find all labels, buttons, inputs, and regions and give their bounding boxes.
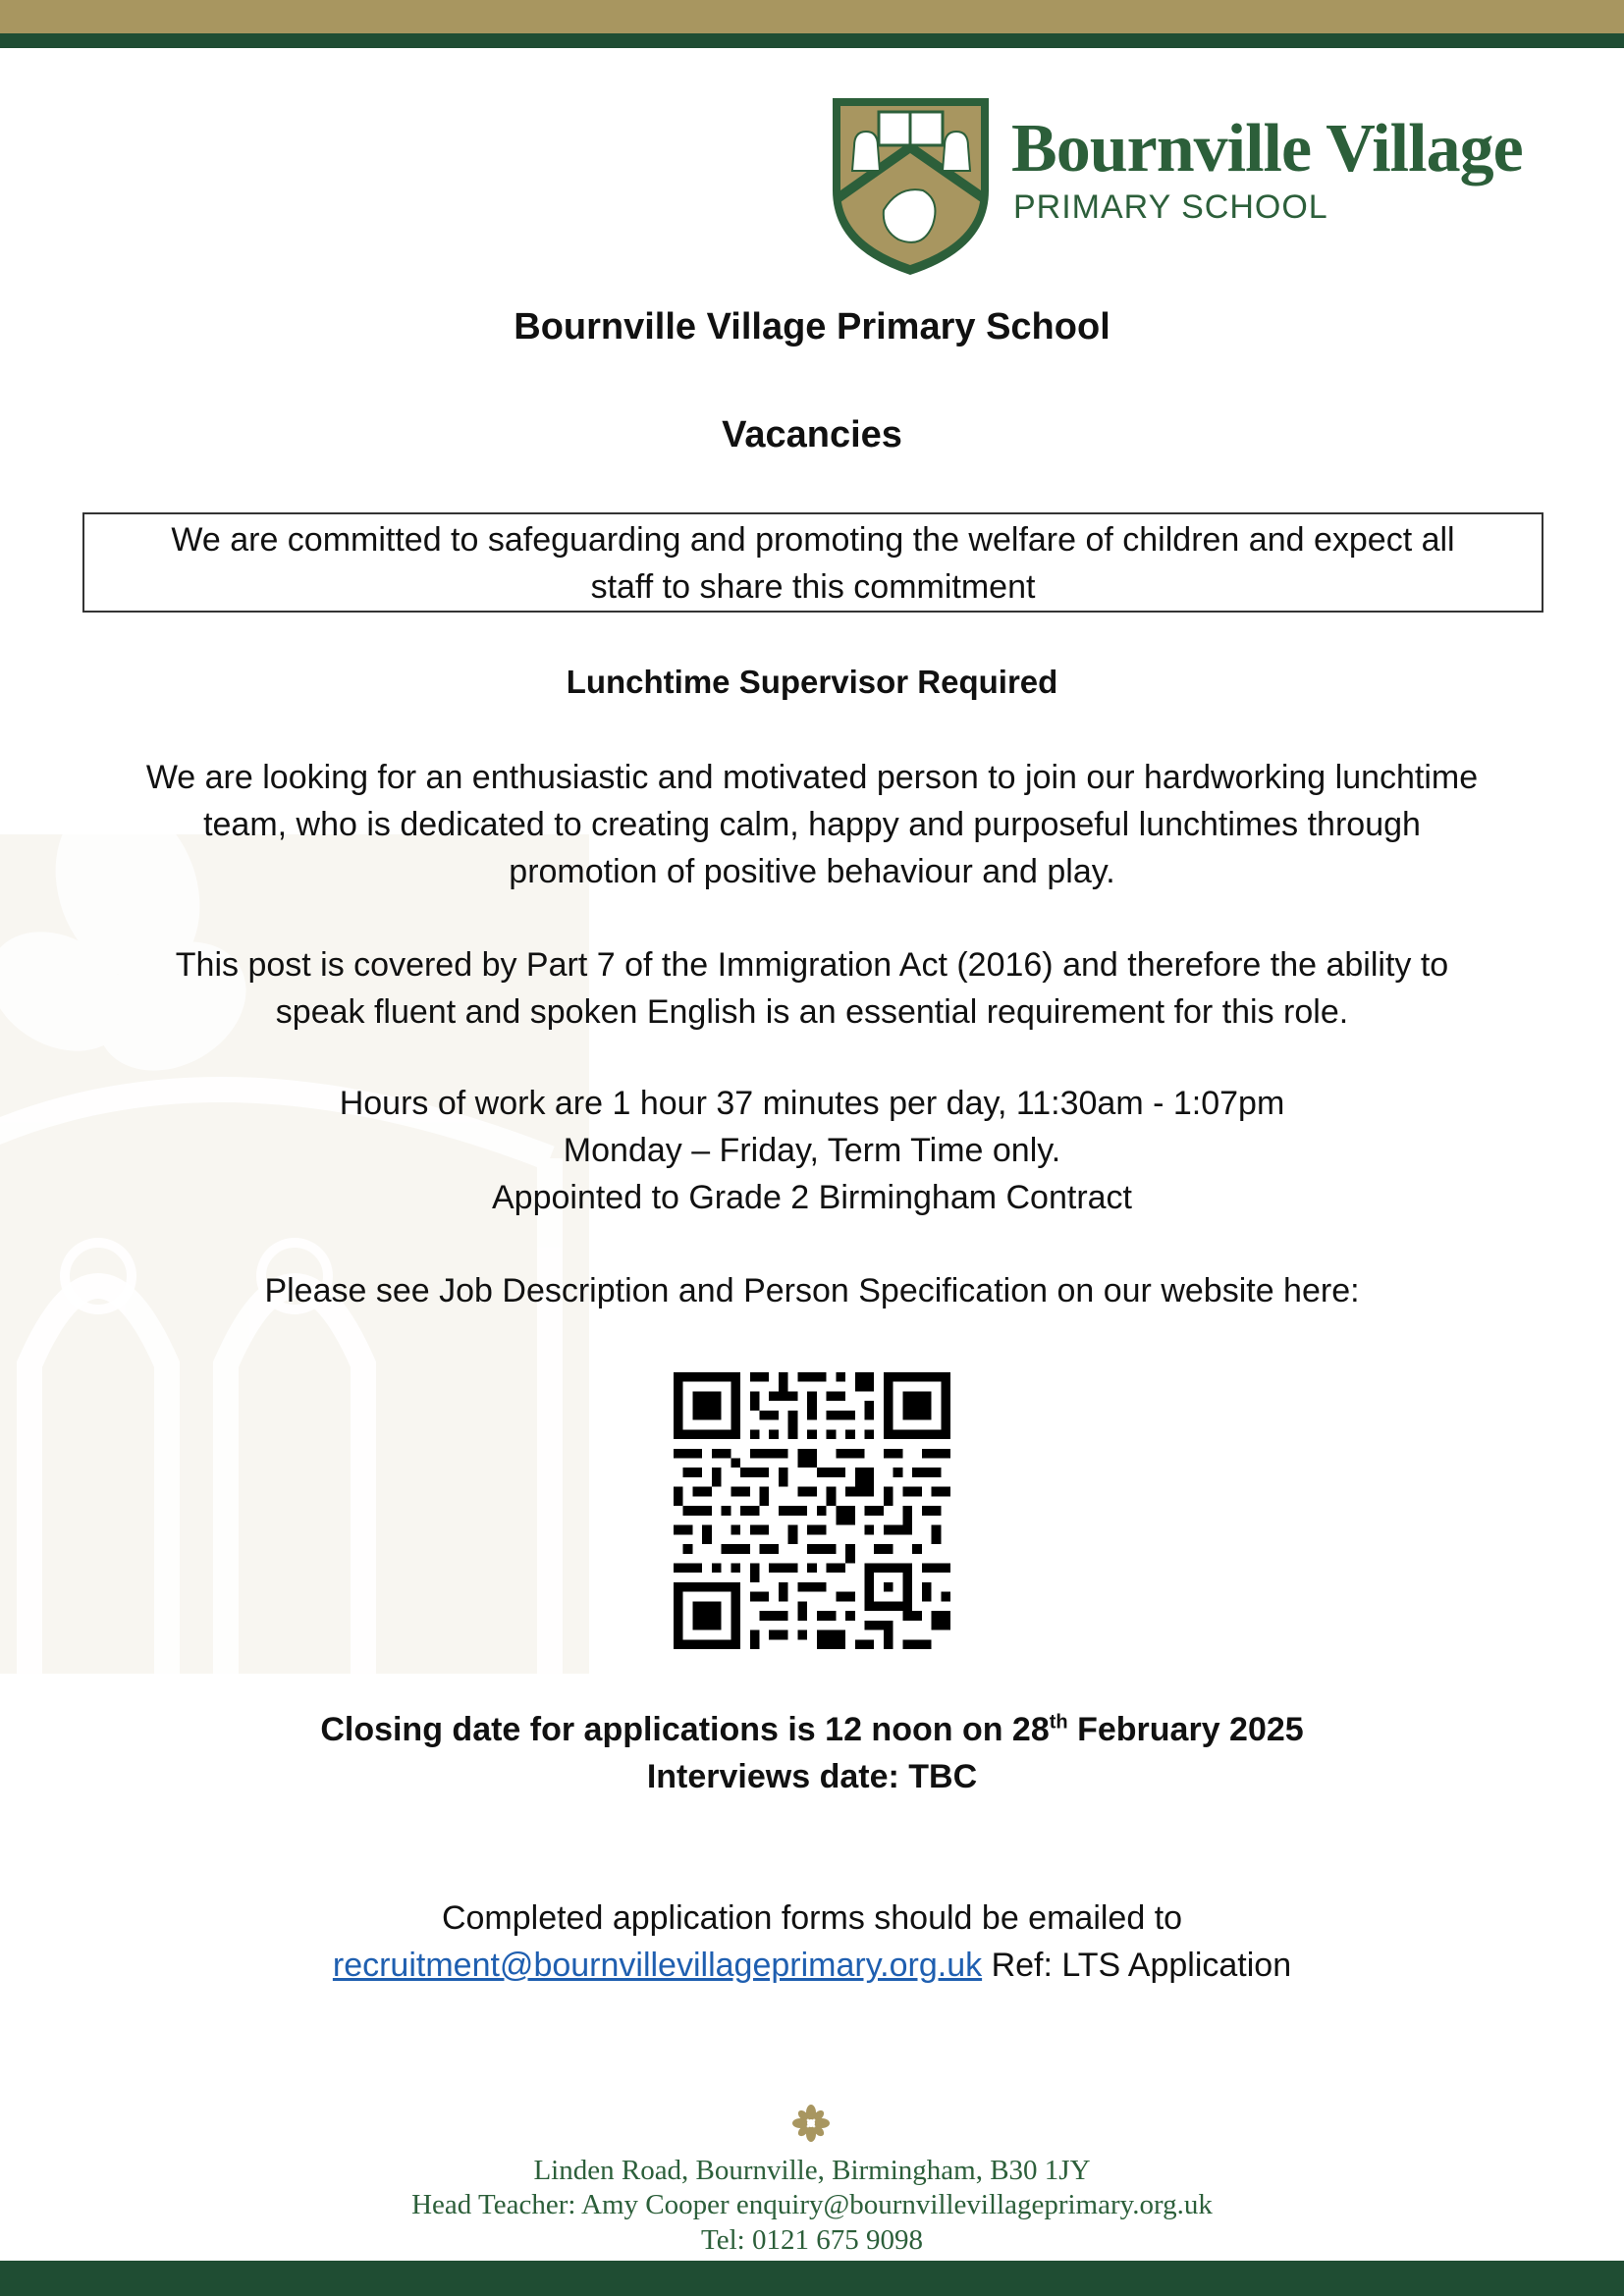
hours-paragraph [59,1080,1565,1221]
closing-date-ordinal: th [1049,1711,1068,1734]
intro-paragraph [59,754,1565,895]
application-instructions [59,1895,1565,1989]
footer-head-teacher: Head Teacher: Amy Cooper enquiry@bournvillevillageprimary.org.uk [411,2189,1213,2220]
footer-telephone: Tel: 0121 675 9098 [701,2224,923,2256]
role-title: Lunchtime Supervisor Required [566,664,1058,700]
page-title: Vacancies [722,414,902,455]
paragraph-line: We are looking for an enthusiastic and motivated person to join our hardworking lunchtime [145,759,1479,796]
qr-code[interactable] [674,1372,950,1649]
website-line: Please see Job Description and Person Specification on our website here: [264,1272,1360,1309]
flower-icon [791,2104,831,2143]
school-crest-icon [825,92,997,279]
school-title: Bournville Village Primary School [514,306,1110,347]
safeguarding-line: We are committed to safeguarding and promoting the welfare of children and expect all [171,521,1455,559]
paragraph-line: This post is covered by Part 7 of the Immigration Act (2016) and therefore the ability to [175,946,1449,984]
logo-wordmark: Bournville Village [1011,111,1523,187]
immigration-paragraph [59,941,1565,1036]
apply-email-line [59,1942,1565,1989]
safeguarding-statement-box [82,512,1543,613]
safeguarding-line: staff to share this commitment [590,568,1036,606]
bottom-green-band [0,2261,1624,2296]
closing-date-block [59,1706,1565,1800]
paragraph-line: promotion of positive behaviour and play. [509,853,1115,890]
paragraph-line: Appointed to Grade 2 Birmingham Contract [491,1179,1132,1216]
paragraph-line: Hours of work are 1 hour 37 minutes per day, 11:30am - 1:07pm [339,1085,1285,1122]
closing-date-suffix: February 2025 [1067,1711,1304,1748]
footer-address: Linden Road, Bournville, Birmingham, B30 1JY [533,2155,1091,2186]
apply-line: Completed application forms should be emailed to [441,1899,1183,1937]
logo-subtitle: PRIMARY SCHOOL [1013,188,1328,226]
recruitment-email-link[interactable]: recruitment@bournvillevillageprimary.org.uk [332,1947,983,1984]
application-reference: Ref: LTS Application [982,1947,1292,1984]
paragraph-line: team, who is dedicated to creating calm, happy and purposeful lunchtimes through [203,806,1421,843]
paragraph-line: speak fluent and spoken English is an essential requirement for this role. [275,993,1349,1031]
top-green-band [0,33,1624,48]
interview-date-line: Interviews date: TBC [646,1758,978,1795]
paragraph-line: Monday – Friday, Term Time only. [563,1132,1061,1169]
top-gold-band [0,0,1624,33]
closing-date-prefix: Closing date for applications is 12 noon on 28 [320,1711,1050,1748]
closing-date-line [59,1706,1565,1753]
school-logo [825,92,1591,279]
